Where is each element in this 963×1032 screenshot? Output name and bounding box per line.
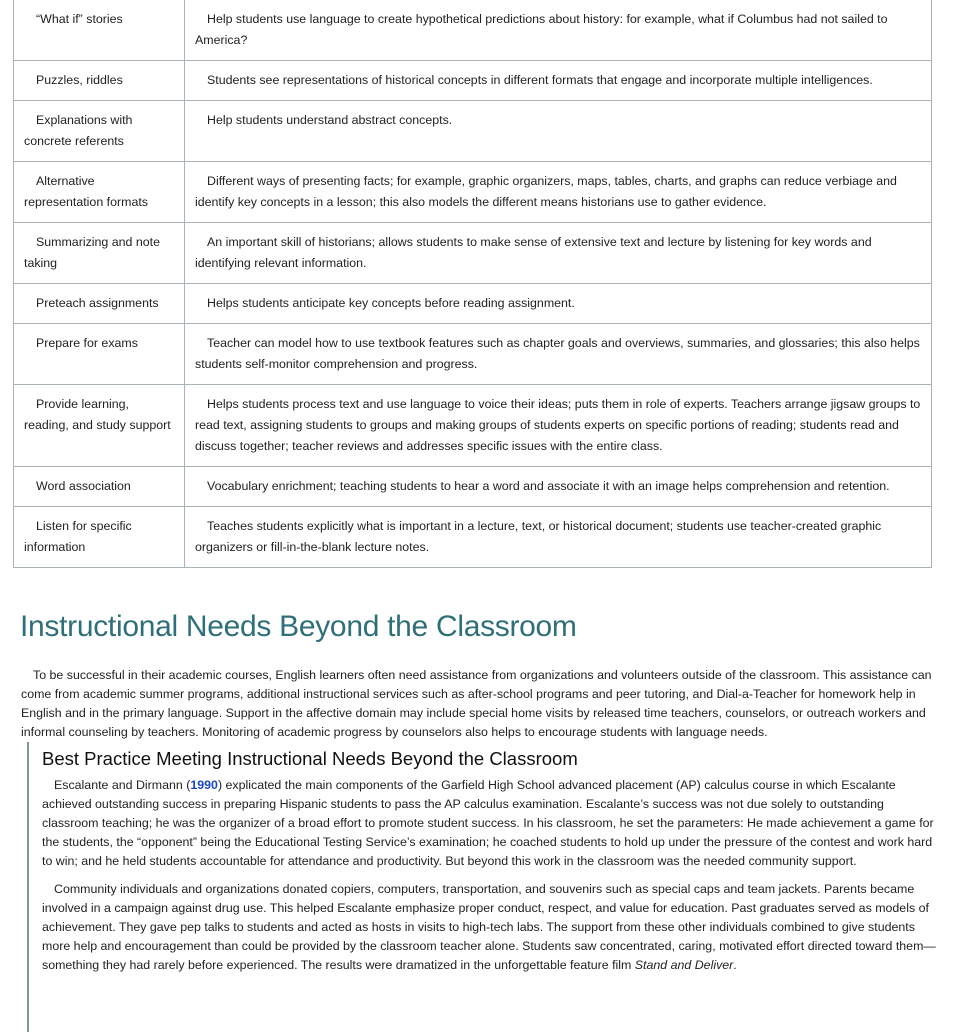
description-cell: Helps students process text and use language to voice their ideas; puts them in role of experts. Teachers arrange jigsaw groups to read text, assigning students to groups and making groups of students experts on specific portions of reading; students read and discuss together; teacher reviews and addresses specific issues with the entire class. xyxy=(185,385,932,467)
description-cell: Teacher can model how to use textbook features such as chapter goals and overviews, summaries, and glossaries; this also helps students self-monitor comprehension and progress. xyxy=(185,324,932,385)
strategy-cell: Summarizing and note taking xyxy=(14,223,185,284)
strategy-table-container xyxy=(13,0,932,575)
description-cell: Teaches students explicitly what is important in a lecture, text, or historical document; students use teacher-created graphic organizers or fill-in-the-blank lecture notes. xyxy=(185,507,932,568)
film-title: Stand and Deliver xyxy=(634,958,734,972)
best-practice-paragraph-1 xyxy=(42,776,942,871)
description-cell: An important skill of historians; allows students to make sense of extensive text and lecture by listening for key words and identifying relevant information. xyxy=(185,223,932,284)
strategy-cell: Word association xyxy=(14,467,185,507)
description-cell: Help students understand abstract concepts. xyxy=(185,101,932,162)
table-row xyxy=(14,0,932,61)
citation-link-1990[interactable]: 1990 xyxy=(190,778,218,792)
strategy-cell: Alternative representation formats xyxy=(14,162,185,223)
best-practice-box xyxy=(27,742,942,1032)
paragraph-text: Escalante and Dirmann ( xyxy=(54,778,191,792)
table-row xyxy=(14,385,932,467)
description-cell: Vocabulary enrichment; teaching students to hear a word and associate it with an image helps comprehension and retention. xyxy=(185,467,932,507)
table-row xyxy=(14,507,932,568)
best-practice-heading: Best Practice Meeting Instructional Needs Beyond the Classroom xyxy=(42,748,578,769)
strategy-cell: “What if” stories xyxy=(14,0,185,61)
paragraph-text: ) explicated the main components of the Garfield High School advanced placement (AP) calculus course in which Escalante achieved outstanding success in preparing Hispanic students to pass the AP calculus examination. Escalante’s success was not due solely to outstanding classroom teaching; he was the organizer of a broad effort to promote student success. In his classroom, he set the parameters: He made achievement a game for the students, the “opponent” being the Educational Testing Service’s examination; he coached students to hold up under the pressure of the contest and work hard to win; and he held students accountable for attendance and productivity. But beyond this work in the classroom was the needed community support. xyxy=(42,778,934,868)
strategy-cell: Provide learning, reading, and study support xyxy=(14,385,185,467)
description-cell: Help students use language to create hypothetical predictions about history: for example, what if Columbus had not sailed to America? xyxy=(185,0,932,61)
strategy-cell: Listen for specific information xyxy=(14,507,185,568)
table-row xyxy=(14,101,932,162)
table-row xyxy=(14,223,932,284)
section-heading: Instructional Needs Beyond the Classroom xyxy=(20,610,577,643)
table-row xyxy=(14,324,932,385)
description-cell: Different ways of presenting facts; for example, graphic organizers, maps, tables, charts, and graphs can reduce verbiage and identify key concepts in a lesson; this also models the different means historians use to gather evidence. xyxy=(185,162,932,223)
best-practice-paragraph-2 xyxy=(42,880,942,975)
paragraph-end: . xyxy=(733,958,737,972)
strategy-cell: Preteach assignments xyxy=(14,284,185,324)
description-cell: Students see representations of historical concepts in different formats that engage and incorporate multiple intelligences. xyxy=(185,61,932,101)
strategy-table xyxy=(13,0,932,568)
strategy-cell: Explanations with concrete referents xyxy=(14,101,185,162)
intro-paragraph: To be successful in their academic courses, English learners often need assistance from organizations and volunteers outside of the classroom. This assistance can come from academic summer programs, additional instructional services such as after-school programs and peer tutoring, and Dial-a-Teacher for homework help in English and in the primary language. Support in the affective domain may include special home visits by released time teachers, counselors, or outreach workers and informal counseling by teachers. Monitoring of academic progress by counselors also helps to encourage students with language needs. xyxy=(21,668,932,739)
table-row xyxy=(14,467,932,507)
paragraph-text: Community individuals and organizations donated copiers, computers, transportation, and souvenirs such as special caps and team jackets. Parents became involved in a campaign against drug use. This helped Escalante emphasize proper conduct, respect, and value for education. Past graduates served as models of achievement. They gave pep talks to students and acted as hosts in visits to high-tech labs. The support from these other individuals combined to give students more help and encouragement than could be provided by the classroom teacher alone. Students saw concentrated, caring, motivated effort directed toward them—something they had rarely before experienced. The results were dramatized in the unforgettable feature film xyxy=(42,882,936,972)
description-cell: Helps students anticipate key concepts before reading assignment. xyxy=(185,284,932,324)
strategy-cell: Prepare for exams xyxy=(14,324,185,385)
strategy-cell: Puzzles, riddles xyxy=(14,61,185,101)
table-row xyxy=(14,162,932,223)
table-row xyxy=(14,284,932,324)
table-row xyxy=(14,61,932,101)
